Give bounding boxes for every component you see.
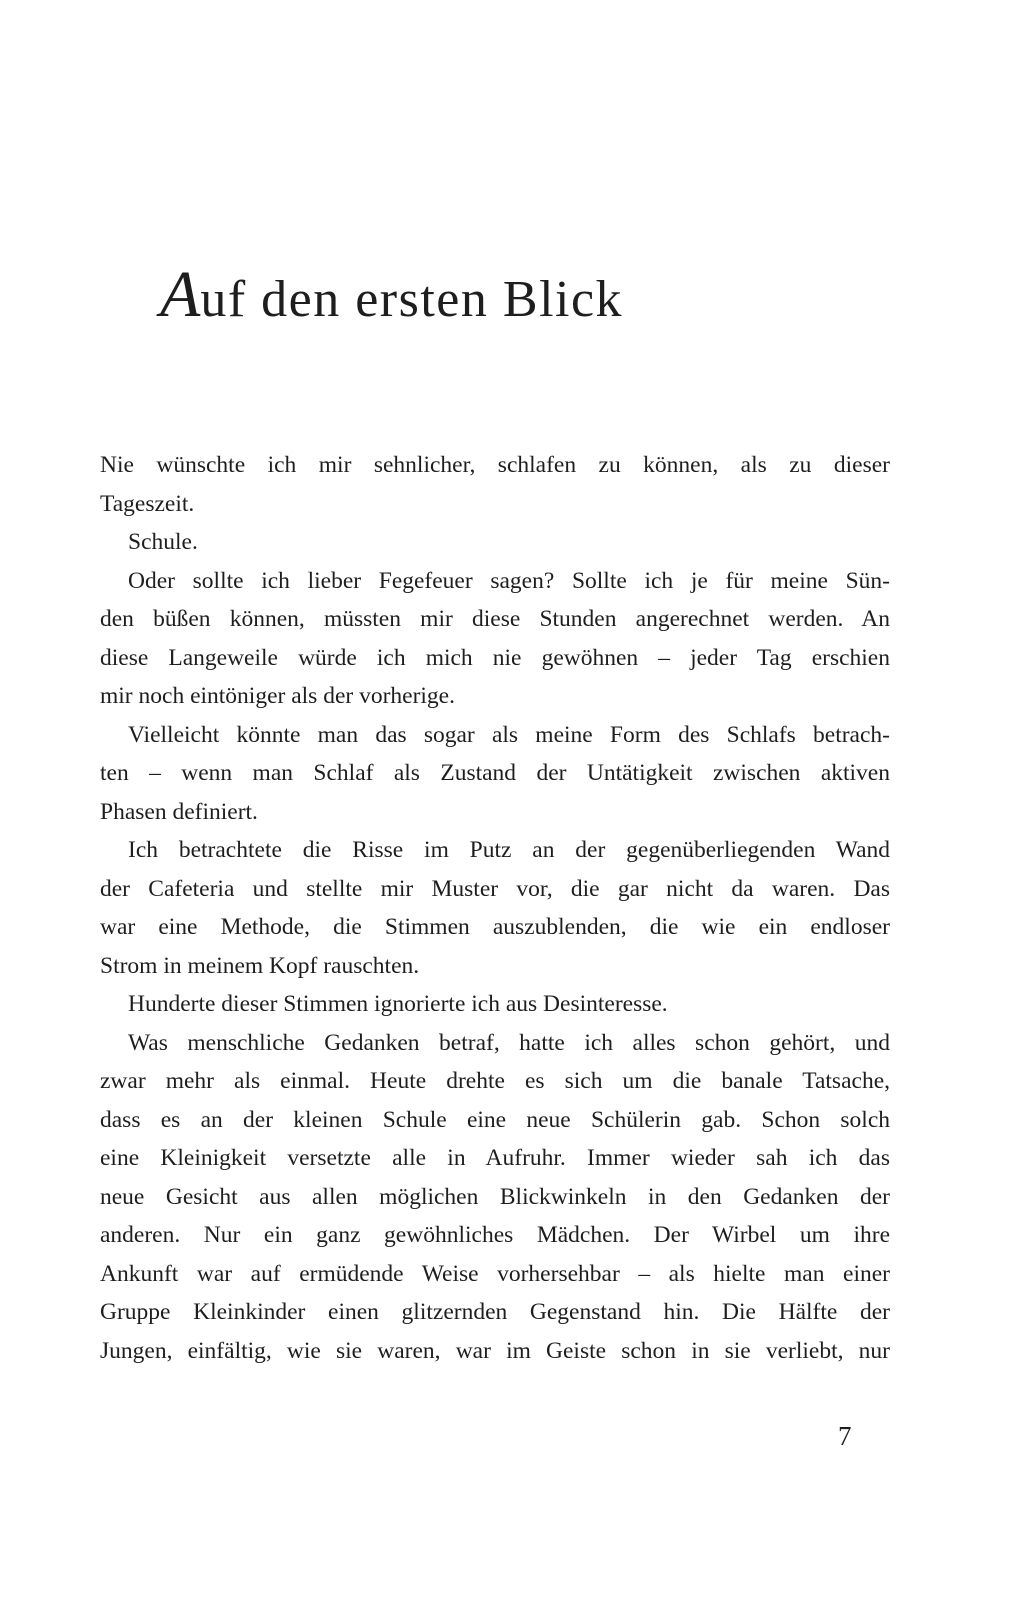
body-line: mir noch eintöniger als der vorherige. xyxy=(100,683,455,709)
body-line: Jungen, einfältig, wie sie waren, war im Geiste schon in sie verliebt, nur xyxy=(100,1337,890,1364)
body-line: Ich betrachtete die Risse im Putz an der gegenüberliegenden Wand xyxy=(128,837,890,863)
body-line: der Cafeteria und stellte mir Muster vor, die gar nicht da waren. Das xyxy=(100,875,890,902)
body-line: Phasen definiert. xyxy=(100,798,258,825)
body-line: diese Langeweile würde ich mich nie gewöhnen – jeder Tag erschien xyxy=(100,644,890,671)
body-line: anderen. Nur ein ganz gewöhnliches Mädchen. Der Wirbel um ihre xyxy=(100,1222,890,1248)
body-line: Vielleicht könnte man das sogar als meine Form des Schlafs betrach- xyxy=(128,721,890,748)
body-line: Strom in meinem Kopf rauschten. xyxy=(100,952,420,979)
body-line: ten – wenn man Schlaf als Zustand der Untätigkeit zwischen aktiven xyxy=(100,760,890,786)
body-line: Was menschliche Gedanken betraf, hatte ich alles schon gehört, und xyxy=(128,1029,890,1056)
body-line: eine Kleinigkeit versetzte alle in Aufruhr. Immer wieder sah ich das xyxy=(100,1145,890,1171)
page-number: 7 xyxy=(838,1421,852,1451)
paragraph xyxy=(100,523,890,562)
body-line: Nie wünschte ich mir sehnlicher, schlafen zu können, als zu dieser xyxy=(100,452,890,478)
chapter-title: Auf den ersten Blick xyxy=(160,258,624,331)
body-line: Ankunft war auf ermüdende Weise vorhersehbar – als hielte man einer xyxy=(100,1260,890,1287)
body-line: Tageszeit. xyxy=(100,490,195,517)
paragraph xyxy=(100,831,890,985)
paragraph xyxy=(100,985,890,1024)
text-block xyxy=(100,446,890,1370)
body-line: war eine Methode, die Stimmen auszublenden, die wie ein endloser xyxy=(100,914,890,940)
body-line: zwar mehr als einmal. Heute drehte es sich um die banale Tatsache, xyxy=(100,1068,890,1094)
body-line: Oder sollte ich lieber Fegefeuer sagen? Sollte ich je für meine Sün- xyxy=(128,567,890,594)
body-line: neue Gesicht aus allen möglichen Blickwinkeln in den Gedanken der xyxy=(100,1183,890,1210)
paragraph xyxy=(100,446,890,523)
body-line: Hunderte dieser Stimmen ignorierte ich aus Desinteresse. xyxy=(128,991,668,1017)
body-line: Schule. xyxy=(128,529,198,555)
paragraph xyxy=(100,562,890,716)
body-line: dass es an der kleinen Schule eine neue Schülerin gab. Schon solch xyxy=(100,1106,890,1133)
paragraph xyxy=(100,716,890,832)
paragraph xyxy=(100,1024,890,1371)
body-line: den büßen können, müssten mir diese Stunden angerechnet werden. An xyxy=(100,606,890,632)
body-line: Gruppe Kleinkinder einen glitzernden Gegenstand hin. Die Hälfte der xyxy=(100,1299,890,1325)
